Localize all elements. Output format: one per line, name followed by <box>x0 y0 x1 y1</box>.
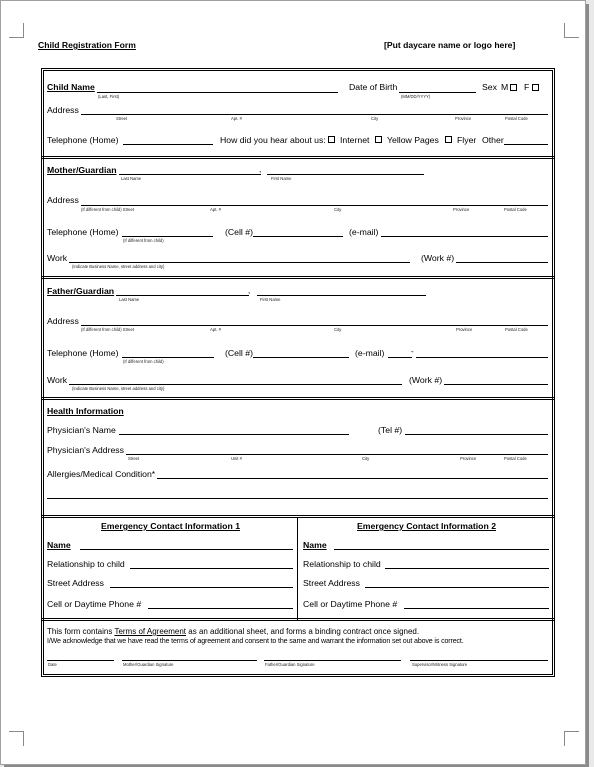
flyer-label: Flyer <box>457 135 477 145</box>
sex-f-label: F <box>524 82 530 92</box>
father-email-field-b[interactable] <box>416 357 548 358</box>
section-divider <box>42 517 554 518</box>
emergency2-relationship-label: Relationship to child <box>303 559 381 569</box>
crop-mark-top-left <box>9 23 24 38</box>
mother-address-field[interactable] <box>81 205 548 206</box>
emergency1-street-field[interactable] <box>110 587 293 588</box>
mother-cell-label: (Cell #) <box>225 227 253 237</box>
father-tel-sub: (If different from child) <box>123 359 164 364</box>
form-title: Child Registration Form <box>38 40 136 50</box>
mother-last-name-field[interactable] <box>119 174 261 175</box>
father-name-comma: , <box>248 286 251 295</box>
father-email-dash: - <box>411 347 414 356</box>
father-cell-field[interactable] <box>253 357 349 358</box>
emergency1-phone-label: Cell or Daytime Phone # <box>47 599 142 609</box>
father-work-sub: (Indicate Business Name, street address and city) <box>72 386 165 391</box>
section-divider <box>42 399 554 400</box>
health-addr-street-sub: Street <box>128 456 140 461</box>
addr-street-sub: Street <box>116 116 128 121</box>
crop-mark-top-right <box>564 23 579 38</box>
father-addr-postal-sub: Postal Code <box>505 327 528 332</box>
mother-first-sub: First Name <box>271 176 292 181</box>
emergency2-relationship-field[interactable] <box>385 568 549 569</box>
father-title: Father/Guardian <box>47 286 115 296</box>
mother-name-comma: , <box>259 165 262 174</box>
crop-mark-bottom-left <box>9 731 24 746</box>
emergency-divider <box>297 517 298 620</box>
emergency2-street-field[interactable] <box>365 587 549 588</box>
mother-addr-postal-sub: Postal Code <box>504 207 527 212</box>
sex-f-checkbox[interactable] <box>532 84 539 91</box>
section-divider <box>42 158 554 159</box>
emergency1-name-label: Name <box>47 540 71 550</box>
father-last-name-field[interactable] <box>116 295 249 296</box>
mother-addr-apt-sub: Apt. # <box>210 207 221 212</box>
father-cell-label: (Cell #) <box>225 348 253 358</box>
supervisor-signature-field[interactable] <box>410 660 548 661</box>
mother-work-tel-field[interactable] <box>456 262 548 263</box>
father-addr-city-sub: City <box>334 327 342 332</box>
section-divider <box>42 276 554 277</box>
section-divider <box>42 620 554 621</box>
child-name-field[interactable] <box>97 92 338 93</box>
form-frame-inner <box>43 70 553 675</box>
dob-sub: (MM/DD/YYYY) <box>401 94 431 99</box>
father-email-field-a[interactable] <box>388 357 412 358</box>
mother-work-tel-label: (Work #) <box>421 253 455 263</box>
addr-apt-sub: Apt. # <box>231 116 242 121</box>
mother-title: Mother/Guardian <box>47 165 117 175</box>
mother-address-label: Address <box>47 195 79 205</box>
other-field[interactable] <box>504 144 548 145</box>
mother-tel-sub: (If different from child) <box>123 238 164 243</box>
health-addr-city-sub: City <box>362 456 370 461</box>
mother-tel-label: Telephone (Home) <box>47 227 119 237</box>
mother-work-label: Work <box>47 253 68 263</box>
emergency1-name-field[interactable] <box>80 549 293 550</box>
child-address-label: Address <box>47 105 79 115</box>
sex-m-checkbox[interactable] <box>510 84 517 91</box>
mother-addr-province-sub: Province <box>453 207 470 212</box>
mother-first-name-field[interactable] <box>267 174 424 175</box>
mother-addr-city-sub: City <box>334 207 342 212</box>
allergies-field-line2[interactable] <box>47 498 548 499</box>
health-addr-province-sub: Province <box>460 456 477 461</box>
sex-m-label: M <box>501 82 509 92</box>
emergency2-street-label: Street Address <box>303 578 360 588</box>
allergies-field[interactable] <box>157 478 548 479</box>
internet-checkbox[interactable] <box>328 136 335 143</box>
father-addr-apt-sub: Apt. # <box>210 327 221 332</box>
physician-tel-field[interactable] <box>405 434 548 435</box>
agreement-line1-c: as an additional sheet, and forms a binding contract once signed. <box>188 627 420 636</box>
other-label: Other <box>482 135 504 145</box>
father-first-name-field[interactable] <box>257 295 426 296</box>
emergency2-title: Emergency Contact Information 2 <box>357 521 497 531</box>
emergency1-street-label: Street Address <box>47 578 104 588</box>
mother-work-sub: (Indicate Business Name, street address and city) <box>72 264 165 269</box>
father-addr-street-sub: (If different from child) Street <box>81 327 134 332</box>
dob-field[interactable] <box>399 92 476 93</box>
physician-name-label: Physician's Name <box>47 425 116 435</box>
emergency1-phone-field[interactable] <box>148 608 293 609</box>
dob-label: Date of Birth <box>349 82 398 92</box>
father-tel-field[interactable] <box>122 357 214 358</box>
yellow-pages-checkbox[interactable] <box>375 136 382 143</box>
father-addr-province-sub: Province <box>456 327 473 332</box>
hear-label: How did you hear about us: <box>220 135 326 145</box>
child-address-field[interactable] <box>81 114 548 115</box>
physician-tel-label: (Tel #) <box>378 425 403 435</box>
mother-work-field[interactable] <box>69 262 410 263</box>
father-work-tel-field[interactable] <box>444 384 548 385</box>
child-tel-label: Telephone (Home) <box>47 135 119 145</box>
flyer-checkbox[interactable] <box>445 136 452 143</box>
father-last-sub: Last Name <box>119 297 140 302</box>
internet-label: Internet <box>340 135 370 145</box>
mother-last-sub: Last Name <box>121 176 142 181</box>
yellow-pages-label: Yellow Pages <box>387 135 439 145</box>
father-signature-field[interactable] <box>264 660 401 661</box>
emergency1-title: Emergency Contact Information 1 <box>101 521 241 531</box>
mother-addr-street-sub: (If different from child) Street <box>81 207 134 212</box>
father-address-field[interactable] <box>81 325 548 326</box>
terms-of-agreement-link[interactable]: Terms of Agreement <box>114 627 187 636</box>
health-addr-unit-sub: Unit # <box>231 456 242 461</box>
date-signature-field[interactable] <box>47 660 114 661</box>
section-divider <box>42 278 554 279</box>
father-signature-label: Father/Guardian Signature <box>265 662 315 667</box>
mother-tel-field[interactable] <box>122 236 213 237</box>
health-addr-postal-sub: Postal Code <box>504 456 527 461</box>
father-work-field[interactable] <box>69 384 402 385</box>
section-divider <box>42 515 554 516</box>
crop-mark-bottom-right <box>564 731 579 746</box>
sex-label: Sex <box>482 82 497 92</box>
physician-name-field[interactable] <box>119 434 349 435</box>
daycare-name-placeholder: [Put daycare name or logo here] <box>384 40 516 50</box>
emergency2-phone-label: Cell or Daytime Phone # <box>303 599 398 609</box>
father-tel-label: Telephone (Home) <box>47 348 119 358</box>
allergies-label: Allergies/Medical Condition* <box>47 469 156 479</box>
physician-address-label: Physician's Address <box>47 445 124 455</box>
emergency2-phone-field[interactable] <box>404 608 549 609</box>
physician-address-field[interactable] <box>126 454 548 455</box>
mother-signature-label: Mother/Guardian Signature <box>123 662 174 667</box>
emergency1-relationship-field[interactable] <box>130 568 293 569</box>
addr-province-sub: Province <box>455 116 472 121</box>
father-email-label: (e-mail) <box>355 348 385 358</box>
mother-email-field[interactable] <box>381 236 548 237</box>
mother-email-label: (e-mail) <box>349 227 379 237</box>
child-name-sub: (Last, First) <box>98 94 120 99</box>
section-divider <box>42 156 554 157</box>
emergency2-name-field[interactable] <box>334 549 549 550</box>
section-divider <box>42 397 554 398</box>
health-title: Health Information <box>47 406 124 416</box>
father-work-tel-label: (Work #) <box>409 375 443 385</box>
agreement-line1 <box>47 627 419 636</box>
mother-cell-field[interactable] <box>253 236 343 237</box>
section-divider <box>42 618 554 619</box>
father-first-sub: First Name <box>260 297 281 302</box>
father-work-label: Work <box>47 375 68 385</box>
child-name-label: Child Name <box>47 82 95 92</box>
mother-signature-field[interactable] <box>122 660 257 661</box>
addr-postal-sub: Postal Code <box>505 116 528 121</box>
emergency2-name-label: Name <box>303 540 327 550</box>
supervisor-signature-label: Supervisor/Witness Signature <box>412 662 468 667</box>
date-signature-label: Date <box>48 662 57 667</box>
addr-city-sub: City <box>371 116 379 121</box>
agreement-line1-a: This form contains <box>47 627 113 636</box>
page-shadow-right <box>586 4 589 767</box>
agreement-line2: I/We acknowledge that we have read the terms of agreement and consent to the same and warrant the information set out above is correct. <box>47 637 464 645</box>
father-address-label: Address <box>47 316 79 326</box>
child-tel-field[interactable] <box>123 144 213 145</box>
emergency1-relationship-label: Relationship to child <box>47 559 125 569</box>
